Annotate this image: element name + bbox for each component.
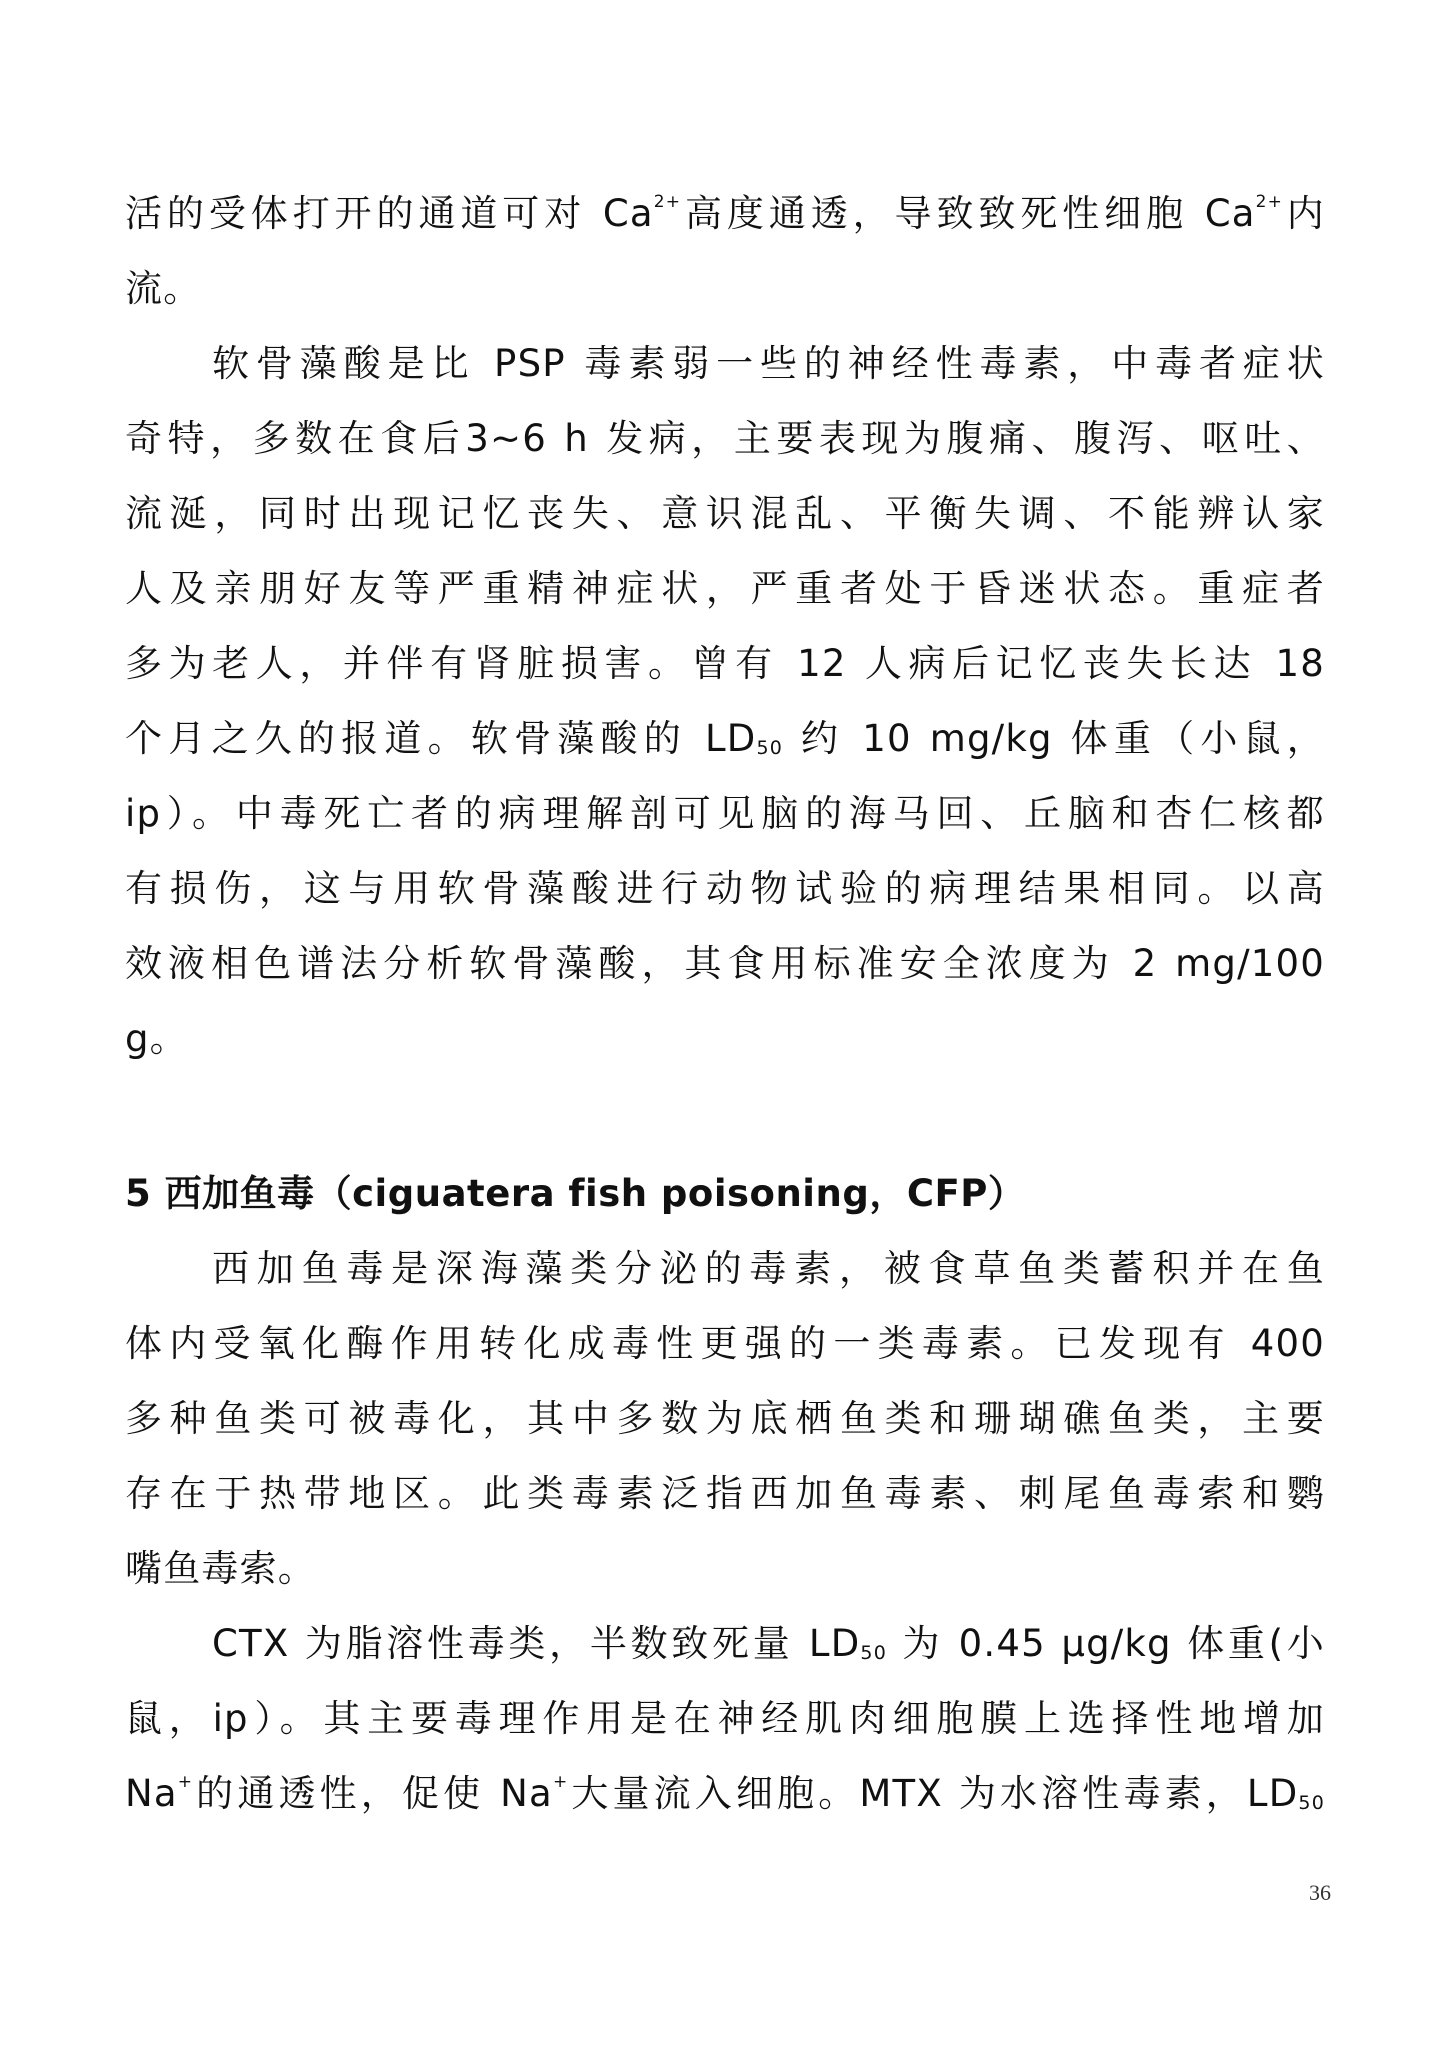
text-line — [125, 863, 1325, 915]
text-line — [212, 338, 1325, 390]
text-run: 嘴鱼毒索。 — [125, 1547, 316, 1590]
text-line — [125, 563, 1325, 615]
text-line — [125, 938, 1325, 990]
superscript: 2+ — [1255, 192, 1284, 212]
text-run: 体内受氧化酶作用转化成毒性更强的一类毒素。已发现有 400 — [125, 1322, 1325, 1365]
text-run: 西加鱼毒是深海藻类分泌的毒素，被食草鱼类蓄积并在鱼 — [212, 1247, 1325, 1290]
text-run: Na — [125, 1772, 178, 1815]
text-line — [125, 638, 1325, 690]
text-run: 多为老人，并伴有肾脏损害。曾有 12 人病后记忆丧失长达 18 — [125, 642, 1325, 685]
superscript: + — [177, 1772, 194, 1792]
text-run: 有损伤，这与用软骨藻酸进行动物试验的病理结果相同。以高 — [125, 867, 1325, 910]
subscript: 50 — [860, 1642, 887, 1664]
text-line — [212, 1243, 1325, 1295]
text-run: 高度通透，导致致死性细胞 Ca — [681, 192, 1256, 235]
text-run: 软骨藻酸是比 PSP 毒素弱一些的神经性毒素，中毒者症状 — [212, 342, 1325, 385]
text-line — [125, 1013, 1325, 1065]
text-run: 个月之久的报道。软骨藻酸的 LD — [125, 717, 757, 760]
text-run: 效液相色谱法分析软骨藻酸，其食用标准安全浓度为 2 mg/100 — [125, 942, 1325, 985]
text-line — [125, 488, 1325, 540]
text-run: 约 10 mg/kg 体重（小鼠， — [783, 717, 1325, 760]
subscript: 50 — [1298, 1792, 1325, 1814]
section-heading: 5 西加鱼毒（ciguatera fish poisoning，CFP） — [125, 1172, 1026, 1215]
text-run: 奇特，多数在食后3~6 h 发病，主要表现为腹痛、腹泻、呕吐、 — [125, 417, 1325, 460]
superscript: + — [552, 1772, 569, 1792]
text-line — [125, 188, 1325, 240]
text-line — [125, 1543, 1325, 1595]
text-run: g。 — [125, 1017, 188, 1060]
text-run: 存在于热带地区。此类毒素泛指西加鱼毒素、刺尾鱼毒索和鹦 — [125, 1472, 1325, 1515]
text-run: 的通透性，促使 Na — [193, 1772, 553, 1815]
text-line — [125, 788, 1325, 840]
subscript: 50 — [756, 737, 784, 759]
text-run: CTX 为脂溶性毒类，半数致死量 LD — [212, 1622, 861, 1665]
text-run: 鼠，ip）。其主要毒理作用是在神经肌肉细胞膜上选择性地增加 — [125, 1697, 1325, 1740]
text-line — [125, 263, 1325, 315]
text-line — [125, 1693, 1325, 1745]
text-line — [125, 413, 1325, 465]
text-run: 流。 — [125, 267, 202, 310]
text-line — [125, 1318, 1325, 1370]
text-line — [125, 713, 1325, 765]
text-run: 活的受体打开的通道可对 Ca — [125, 192, 654, 235]
text-line — [212, 1618, 1325, 1670]
text-run: 多种鱼类可被毒化，其中多数为底栖鱼类和珊瑚礁鱼类，主要 — [125, 1397, 1325, 1440]
text-line — [125, 1468, 1325, 1520]
text-run: 内 — [1283, 192, 1326, 235]
text-run: 为 0.45 μg/kg 体重(小 — [887, 1622, 1325, 1665]
text-run: 流涎，同时出现记忆丧失、意识混乱、平衡失调、不能辨认家 — [125, 492, 1325, 535]
text-line — [125, 1768, 1325, 1820]
text-line — [125, 1393, 1325, 1445]
text-run: ip）。中毒死亡者的病理解剖可见脑的海马回、丘脑和杏仁核都 — [125, 792, 1325, 835]
text-run: 大量流入细胞。MTX 为水溶性毒素，LD — [568, 1772, 1299, 1815]
page-number: 36 — [1309, 1880, 1331, 1905]
text-run: 人及亲朋好友等严重精神症状，严重者处于昏迷状态。重症者 — [125, 567, 1325, 610]
superscript: 2+ — [653, 192, 682, 212]
